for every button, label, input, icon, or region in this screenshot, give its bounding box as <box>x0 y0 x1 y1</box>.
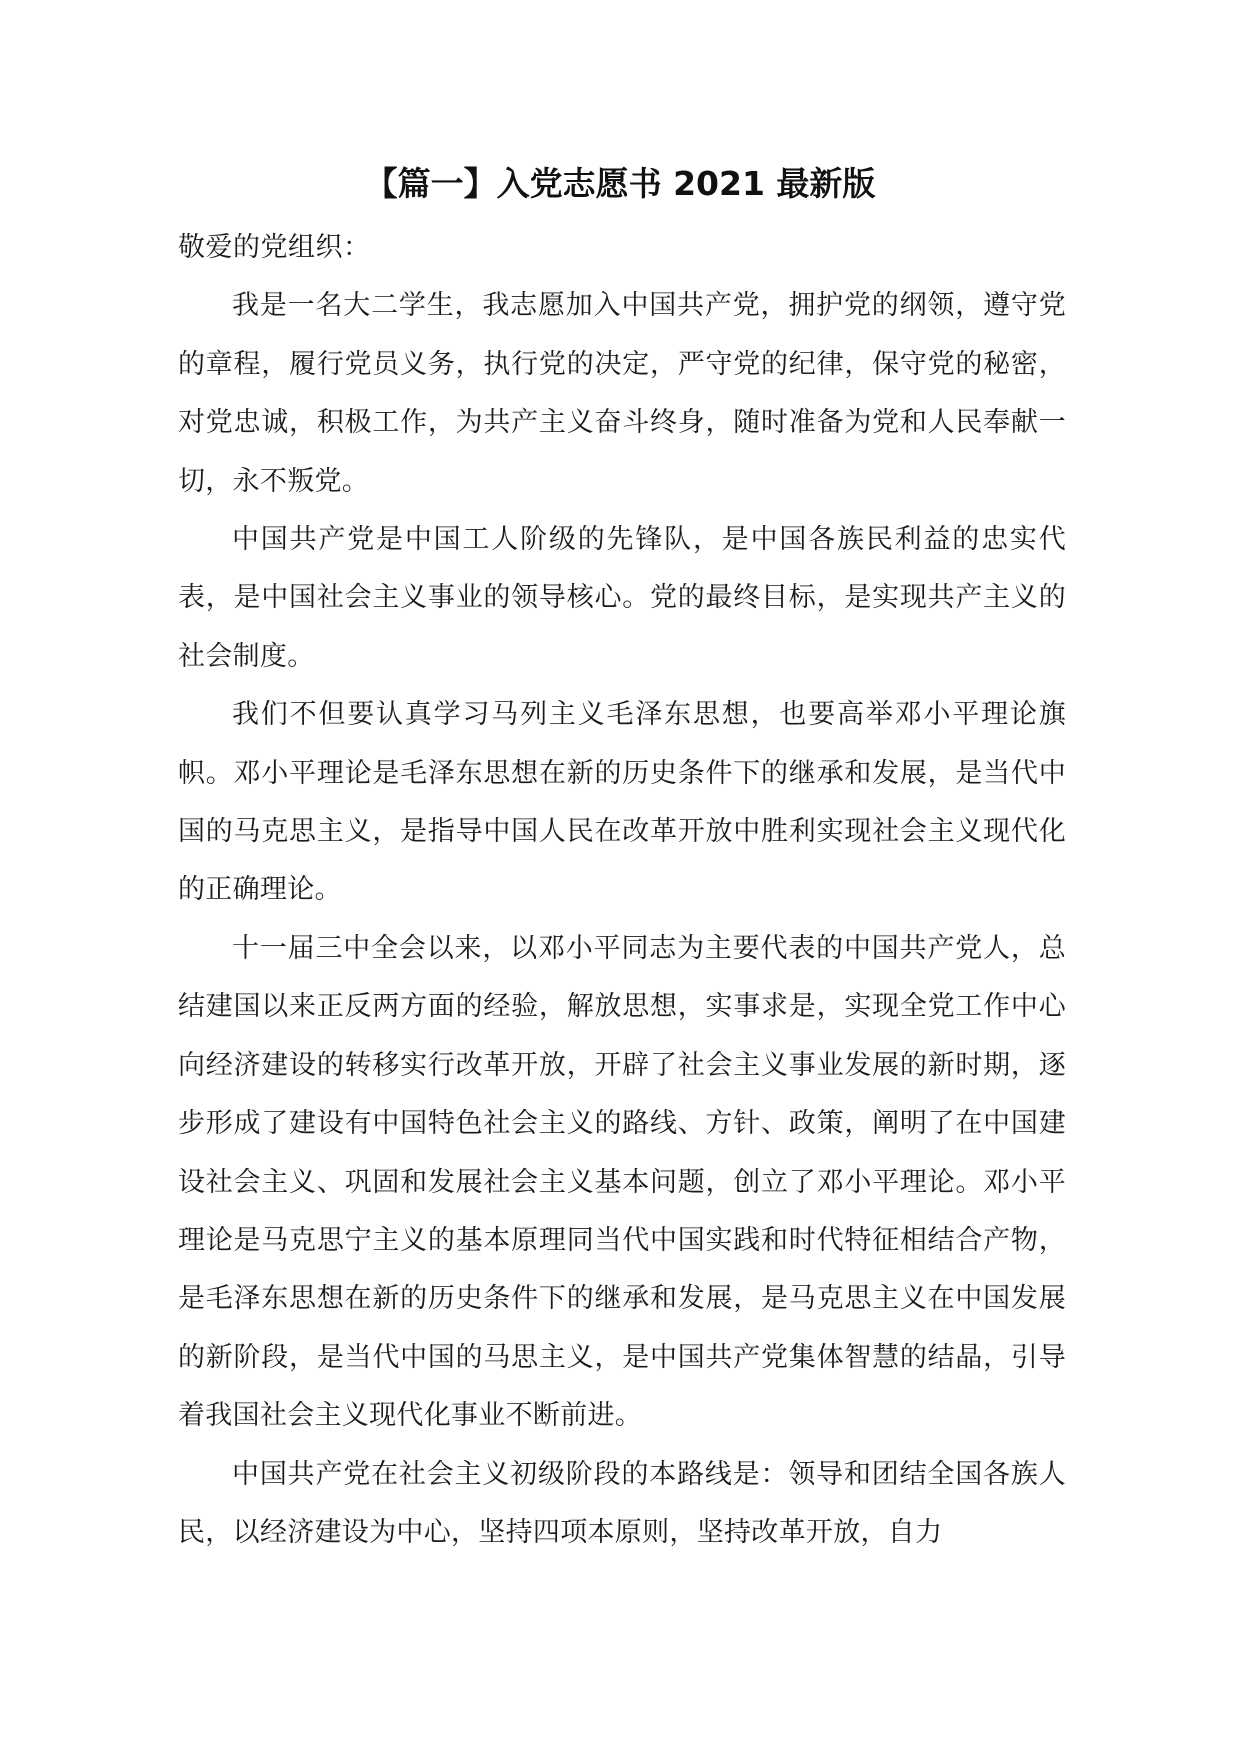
paragraph-5: 中国共产党在社会主义初级阶段的本路线是：领导和团结全国各族人民，以经济建设为中心，坚持四项本原则，坚持改革开放，自力 <box>178 1458 1066 1548</box>
paragraph-2: 中国共产党是中国工人阶级的先锋队，是中国各族民利益的忠实代表，是中国社会主义事业的领导核心。党的最终目标，是实现共产主义的社会制度。 <box>178 524 1066 672</box>
paragraph-1: 我是一名大二学生，我志愿加入中国共产党，拥护党的纲领，遵守党的章程，履行党员义务，执行党的决定，严守党的纪律，保守党的秘密，对党忠诚，积极工作，为共产主义奋斗终身，随时准备为党和人民奉献一切，永不叛党。 <box>178 290 1066 497</box>
document-title: 【篇一】入党志愿书 2021 最新版 <box>364 164 876 203</box>
salutation: 敬爱的党组织： <box>178 232 371 263</box>
paragraph-3: 我们不但要认真学习马列主义毛泽东思想，也要高举邓小平理论旗帜。邓小平理论是毛泽东思想在新的历史条件下的继承和发展，是当代中国的马克思主义，是指导中国人民在改革开放中胜利实现社会主义现代化的正确理论。 <box>178 699 1066 906</box>
paragraph-4: 十一届三中全会以来，以邓小平同志为主要代表的中国共产党人，总结建国以来正反两方面的经验，解放思想，实事求是，实现全党工作中心向经济建设的转移实行改革开放，开辟了社会主义事业发展的新时期，逐步形成了建设有中国特色社会主义的路线、方针、政策，阐明了在中国建设社会主义、巩固和发展社会主义基本问题，创立了邓小平理论。邓小平理论是马克思宁主义的基本原理同当代中国实践和时代特征相结合产物，是毛泽东思想在新的历史条件下的继承和发展，是马克思主义在中国发展的新阶段，是当代中国的马思主义，是中国共产党集体智慧的结晶，引导着我国社会主义现代化事业不断前进。 <box>178 932 1066 1432</box>
document-body <box>178 219 1066 1562</box>
